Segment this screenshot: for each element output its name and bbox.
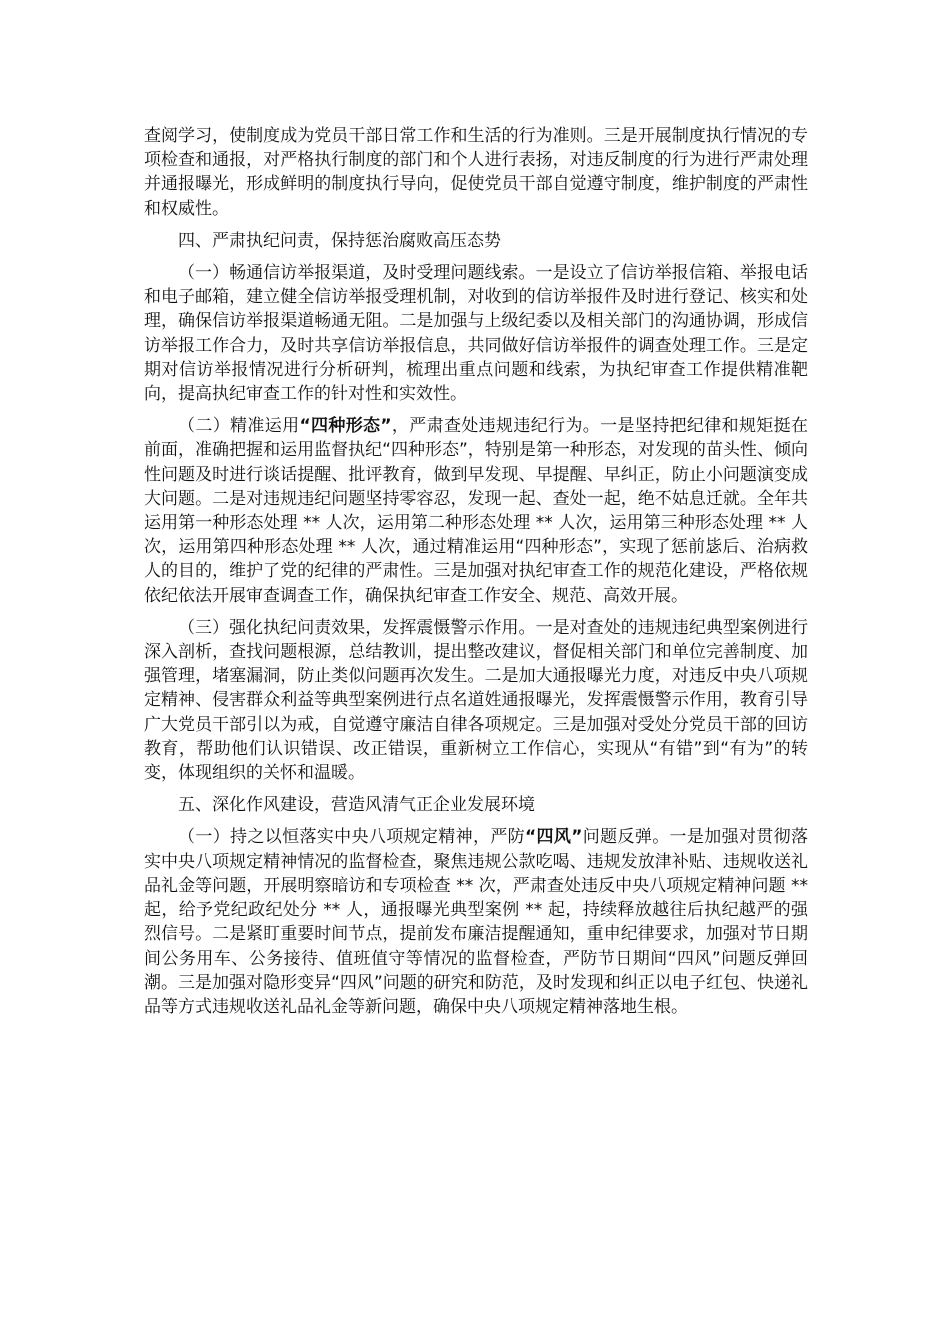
continuation-paragraph: 查阅学习，使制度成为党员干部日常工作和生活的行为准则。三是开展制度执行情况的专项检查和通报，对严格执行制度的部门和个人进行表扬，对违反制度的行为进行严肃处理并通报曝光，形成鲜明的制度执行导向，促使党员干部自觉遵守制度，维护制度的严肃性和权威性。 [144,126,808,219]
section-4-paragraph-1: （一）畅通信访举报渠道，及时受理问题线索。一是设立了信访举报信箱、举报电话和电子邮箱，建立健全信访举报受理机制，对收到的信访举报件及时进行登记、核实和处理，确保信访举报渠道畅通无阻。二是加强与上级纪委以及相关部门的沟通协调，形成信访举报工作合力，及时共享信访举报信息，共同做好信访举报件的调查处理工作。三是定期对信访举报情况进行分析研判，梳理出重点问题和线索，为执纪审查工作提供精准靶向，提高执纪审查工作的针对性和实效性。 [144,263,808,405]
document-page [144,124,808,1027]
paragraph-text: ，严肃查处违规违纪行为。一是坚持把纪律和规矩挺在前面，准确把握和运用监督执纪“四种形态”，特别是第一种形态，对发现的苗头性、倾向性问题及时进行谈话提醒、批评教育，做到早发现、早提醒、早纠正，防止小问题演变成大问题。二是对违规违纪问题坚持零容忍，发现一起、查处一起，绝不姑息迁就。全年共运用第一种形态处理 ** 人次，运用第二种形态处理 ** 人次，运用第三种形态处理 ** 人次，运用第四种形态处理 ** 人次，通过精准运用“四种形态”，实现了惩前毖后、治病救人的目的，维护了党的纪律的严肃性。三是加强对执纪审查工作的规范化建设，严格依规依纪依法开展审查调查工作，确保执纪审查工作安全、规范、高效开展。 [144,416,809,606]
bold-term: “四种形态” [299,416,392,437]
section-5-paragraph-1 [144,825,808,1019]
section-4-paragraph-3: （三）强化执纪问责效果，发挥震慑警示作用。一是对查处的违规违纪典型案例进行深入剖析，查找问题根源，总结教训，提出整改建议，督促相关部门和单位完善制度、加强管理，堵塞漏洞，防止类似问题再次发生。二是加大通报曝光力度，对违反中央八项规定精神、侵害群众利益等典型案例进行点名道姓通报曝光，发挥震慑警示作用，教育引导广大党员干部引以为戒，自觉遵守廉洁自律各项规定。三是加强对受处分党员干部的回访教育，帮助他们认识错误、改正错误，重新树立工作信心，实现从“有错”到“有为”的转变，体现组织的关怀和温暖。 [144,617,808,784]
section-heading-4: 四、严肃执纪问责，保持惩治腐败高压态势 [178,230,501,251]
section-4-paragraph-2 [144,414,808,608]
paragraph-text: （二）精准运用 [178,416,300,437]
bold-term: “四风” [525,827,583,848]
paragraph-text: 问题反弹。一是加强对贯彻落实中央八项规定精神情况的监督检查，聚焦违规公款吃喝、违规发放津补贴、违规收送礼品礼金等问题，开展明察暗访和专项检查 ** 次，严肃查处违反中央八项规定精神问题 ** 起，给予党纪政纪处分 ** 人，通报曝光典型案例 ** 起，持续释放越往后执纪越严的强烈信号。二是紧盯重要时间节点，提前发布廉洁提醒通知，重申纪律要求，加强对节日期间公务用车、公务接待、值班值守等情况的监督检查，严防节日期间“四风”问题反弹回潮。三是加强对隐形变异“四风”问题的研究和防范，及时发现和纠正以电子红包、快递礼品等方式违规收送礼品礼金等新问题，确保中央八项规定精神落地生根。 [144,827,809,1017]
section-heading-5: 五、深化作风建设，营造风清气正企业发展环境 [178,795,535,816]
paragraph-text: （一）持之以恒落实中央八项规定精神，严防 [178,827,526,848]
